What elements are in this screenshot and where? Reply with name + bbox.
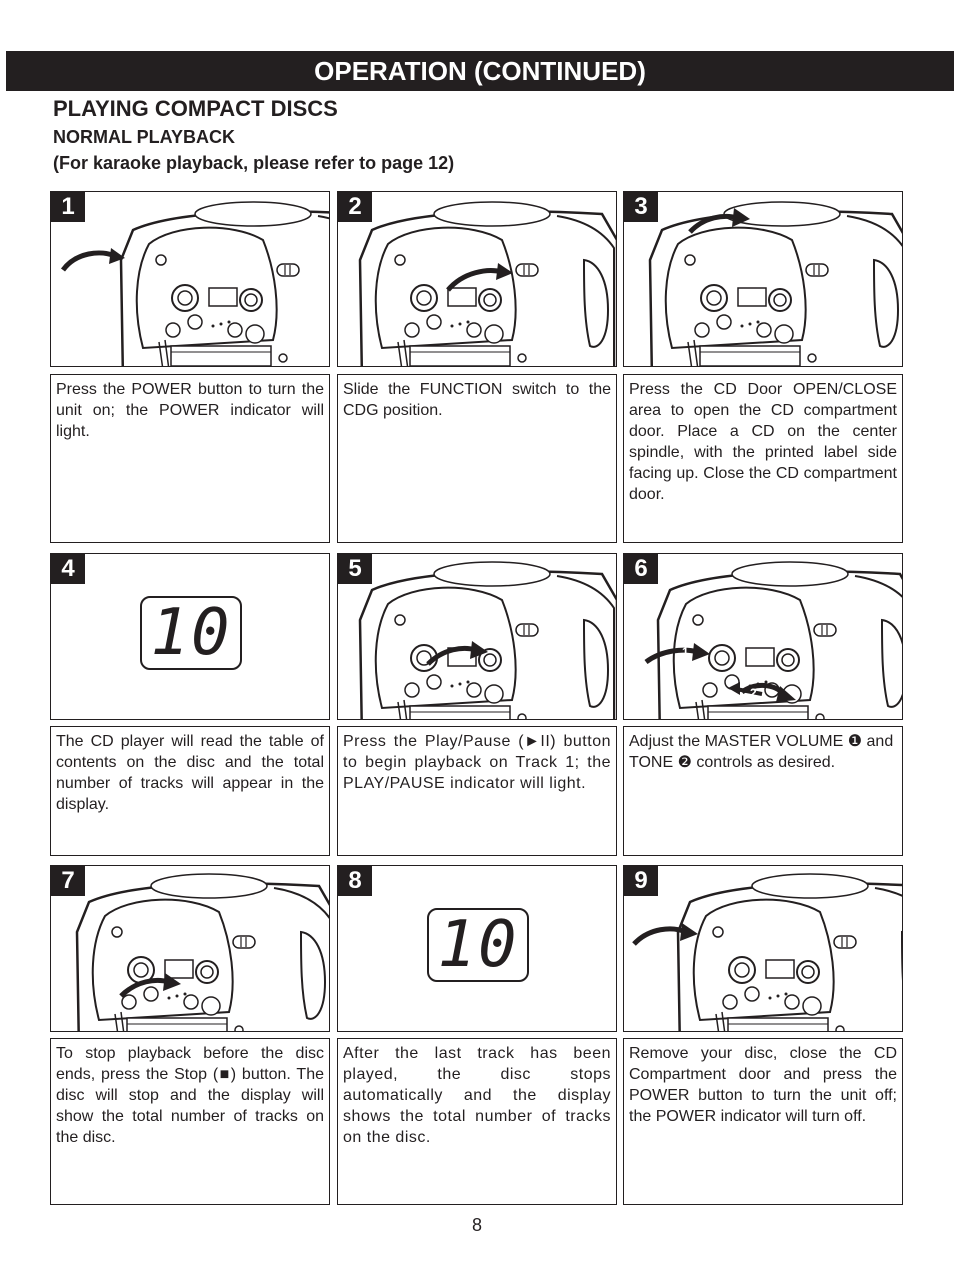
- lcd-display: [140, 596, 242, 670]
- karaoke-machine-illustration: [624, 554, 903, 720]
- step-4-text: The CD player will read the table of contents on the disc and the total number of tracks will appear in the display.: [50, 726, 330, 856]
- lcd-display: [427, 908, 529, 982]
- step-6-text: Adjust the MASTER VOLUME ❶ and TONE ❷ controls as desired.: [623, 726, 903, 856]
- karaoke-machine-illustration: [338, 554, 617, 720]
- step-9-illustration: [623, 865, 903, 1032]
- subsection-title: NORMAL PLAYBACK: [53, 127, 236, 147]
- step-1-text: Press the POWER button to turn the unit on; the POWER indicator will light.: [50, 374, 330, 543]
- step-2-text: Slide the FUNCTION switch to the CDG position.: [337, 374, 617, 543]
- step-5-illustration: [337, 553, 617, 720]
- step-2-illustration: [337, 191, 617, 367]
- karaoke-machine-illustration: [51, 192, 330, 367]
- karaoke-machine-illustration: [51, 866, 330, 1032]
- step-7-illustration: [50, 865, 330, 1032]
- step-number: 8: [338, 866, 372, 896]
- karaoke-machine-illustration: [338, 192, 617, 367]
- step-1-illustration: [50, 191, 330, 367]
- step-8-text: After the last track has been played, the disc stops automatically and the display shows the total number of tracks on the disc.: [337, 1038, 617, 1205]
- page-banner: OPERATION (CONTINUED): [6, 51, 954, 91]
- subsection-note: (For karaoke playback, please refer to page 12): [53, 153, 455, 173]
- display-readout: 10: [150, 596, 232, 670]
- display-readout: 10: [437, 908, 519, 982]
- step-7-text: To stop playback before the disc ends, press the Stop (■) button. The disc will stop and the display will show the total number of tracks on the disc.: [50, 1038, 330, 1205]
- step-number: 3: [624, 192, 658, 222]
- step-3-illustration: [623, 191, 903, 367]
- callout-2: 2: [750, 686, 757, 700]
- callout-1: 1: [682, 645, 689, 659]
- step-number: 6: [624, 554, 658, 584]
- step-8-illustration: [337, 865, 617, 1032]
- step-4-illustration: [50, 553, 330, 720]
- step-number: 5: [338, 554, 372, 584]
- step-number: 9: [624, 866, 658, 896]
- karaoke-machine-illustration: [624, 866, 903, 1032]
- step-number: 1: [51, 192, 85, 222]
- step-5-text: Press the Play/Pause (►II) button to begin playback on Track 1; the PLAY/PAUSE indicator will light.: [337, 726, 617, 856]
- step-number: 4: [51, 554, 85, 584]
- step-6-illustration: [623, 553, 903, 720]
- step-3-text: Press the CD Door OPEN/CLOSE area to open the CD compartment door. Place a CD on the center spindle, with the printed label side facing up. Close the CD compartment door.: [623, 374, 903, 543]
- section-title: PLAYING COMPACT DISCS: [53, 96, 338, 121]
- step-number: 2: [338, 192, 372, 222]
- arrow-icon: [63, 253, 115, 270]
- step-9-text: Remove your disc, close the CD Compartment door and press the POWER button to turn the unit off; the POWER indicator will turn off.: [623, 1038, 903, 1205]
- page-number: 8: [471, 1215, 482, 1235]
- karaoke-machine-illustration: [624, 192, 903, 367]
- step-number: 7: [51, 866, 85, 896]
